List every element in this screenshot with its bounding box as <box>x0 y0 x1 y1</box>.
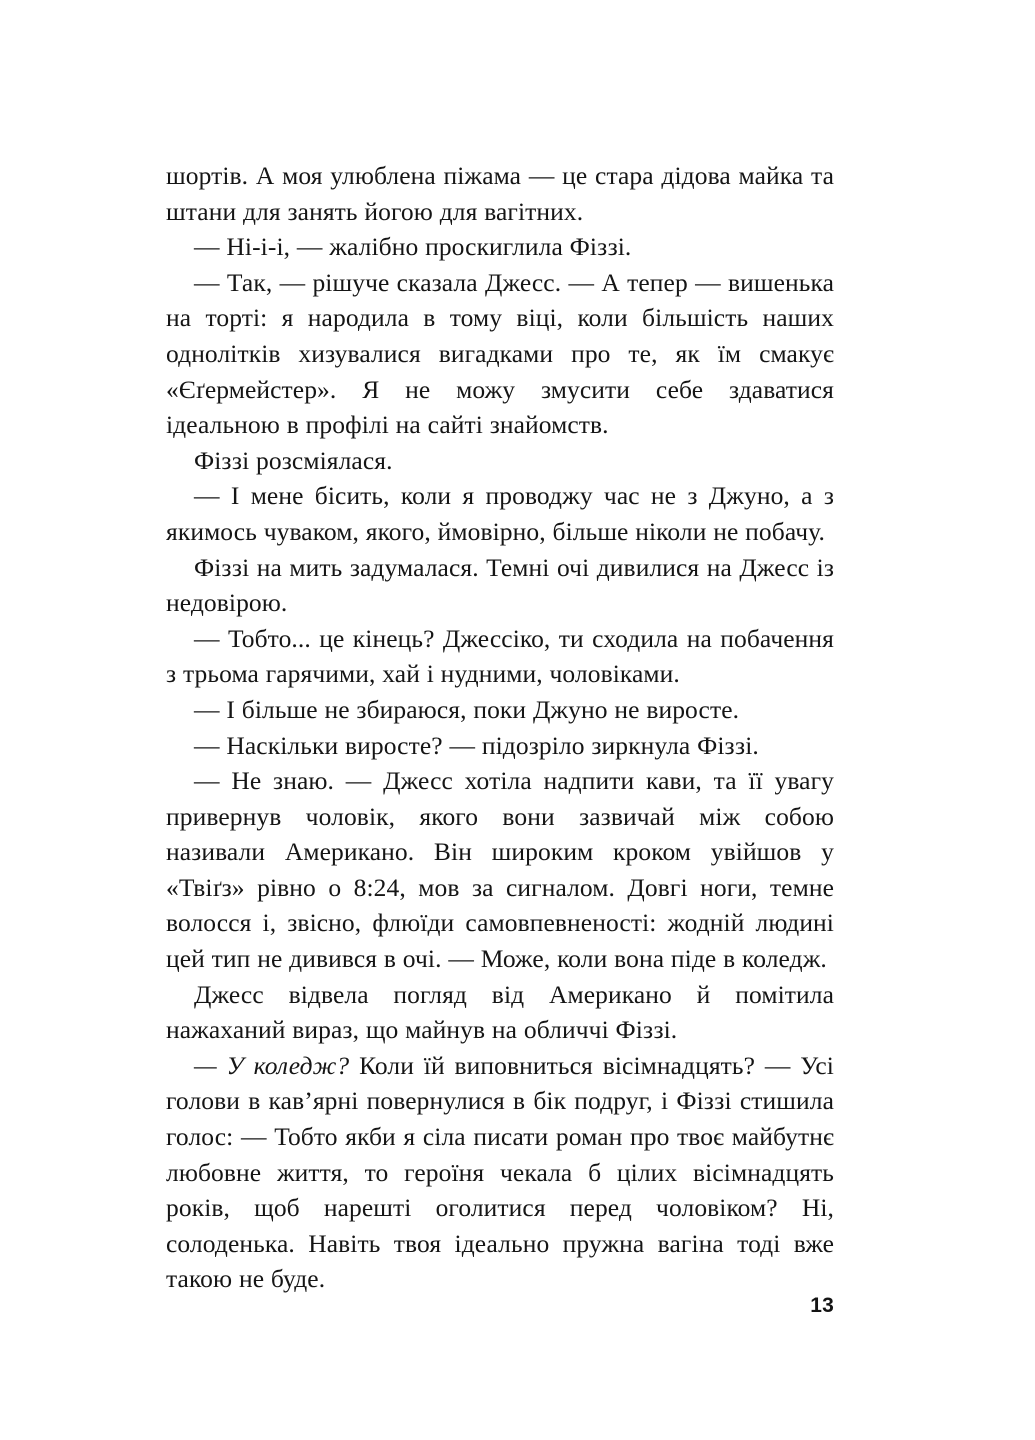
page-number: 13 <box>810 1294 834 1317</box>
paragraph: — Ні-і-і, — жалібно проскиглила Фіззі. <box>194 232 632 262</box>
paragraph-text: Коли їй виповниться вісімнадцять? — Усі голови в кав’ярні повернулися в бік подруг, і Фіззі стишила голос: — Тобто якби я сіла писати роман про твоє майбутнє любовне життя, то героїня чекала б цілих вісімнадцять років, щоб нарешті оголитися перед чоловіком? Ні, солоденька. Навіть твоя ідеально пружна вагіна тоді вже такою не буде. <box>166 1050 834 1294</box>
page-text-block <box>166 158 834 1297</box>
paragraph: Фіззі на мить задумалася. Темні очі дивилися на Джесс із недовірою. <box>166 552 834 618</box>
paragraph: Джесс відвела погляд від Американо й помітила нажаханий вираз, що майнув на обличчі Фіззі. <box>166 979 834 1045</box>
paragraph: — Наскільки виросте? — підозріло зиркнула Фіззі. <box>194 730 759 760</box>
paragraph: — Так, — рішуче сказала Джесс. — А тепер — вишенька на торті: я народила в тому віці, коли більшість наших однолітків хизувалися вигадками про те, як їм смакує «Єґермейстер». Я не можу змусити себе здаватися ідеальною в профілі на сайті знайомств. <box>166 267 834 440</box>
paragraph: шортів. А моя улюблена піжама — це стара дідова майка та штани для занять йогою для вагітних. <box>166 161 834 226</box>
paragraph: — І мене бісить, коли я проводжу час не з Джуно, а з якимось чуваком, якого, ймовірно, більше ніколи не побачу. <box>166 481 834 546</box>
emphasised-phrase: — У коледж? <box>194 1050 350 1080</box>
paragraph: — Тобто... це кінець? Джессіко, ти сходила на побачення з трьома гарячими, хай і нудними, чоловіками. <box>166 623 834 689</box>
paragraph: — І більше не збираюся, поки Джуно не виросте. <box>194 694 740 724</box>
paragraph-with-emphasis <box>166 1048 834 1297</box>
paragraph: — Не знаю. — Джесс хотіла надпити кави, та її увагу привернув чоловік, якого вони зазвичай між собою називали Американо. Він широким кроком увійшов у «Твіґз» рівно о 8:24, мов за сигналом. Довгі ноги, темне волосся і, звісно, флюїди самовпевненості: жодній людині цей тип не дивився в очі. — Може, коли вона піде в коледж. <box>166 766 834 974</box>
paragraph: Фіззі розсміялася. <box>194 445 393 475</box>
